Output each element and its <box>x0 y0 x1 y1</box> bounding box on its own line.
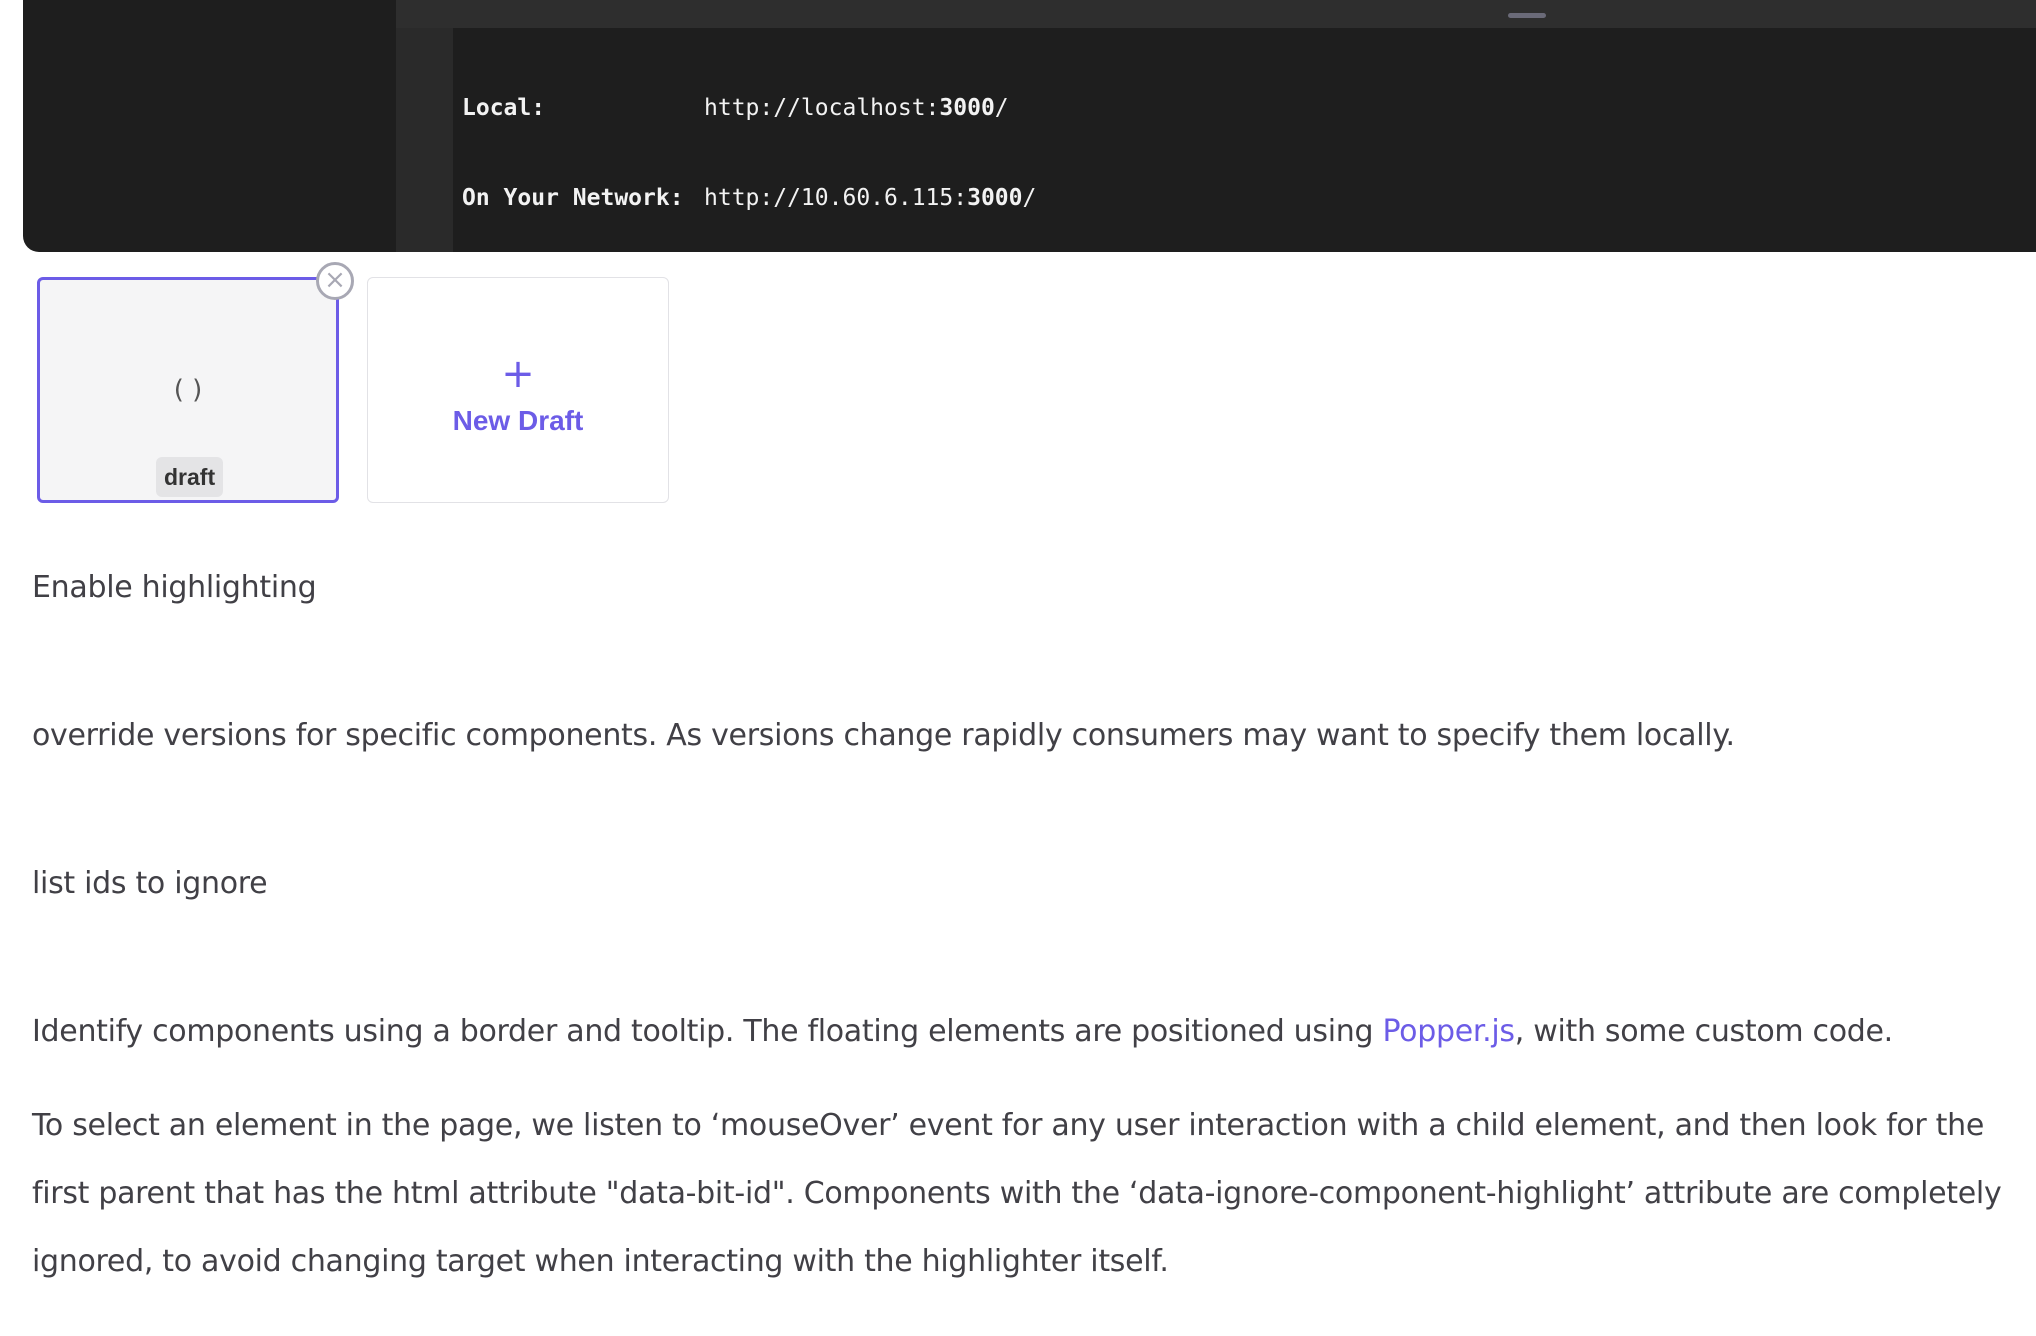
terminal-network-label: On Your Network: <box>462 185 684 211</box>
terminal-panel <box>23 0 2036 252</box>
identify-components-paragraph <box>32 1014 1893 1049</box>
terminal-line-local <box>434 93 2014 123</box>
close-icon: × <box>324 265 346 295</box>
draft-label: draft <box>156 457 223 497</box>
new-draft-button[interactable] <box>367 277 669 503</box>
terminal-local-label: Local: <box>462 95 546 121</box>
terminal-line-network <box>434 183 2014 213</box>
terminal-local-url-suffix: / <box>994 95 1009 121</box>
terminal-local-port: 3000 <box>939 95 995 121</box>
terminal-topbar <box>396 0 2036 28</box>
plus-icon: + <box>501 351 535 397</box>
terminal-network-url-suffix: / <box>1022 185 1037 211</box>
new-draft-label: New Draft <box>452 405 584 436</box>
close-draft-button[interactable] <box>316 262 354 300</box>
identify-suffix: , with some custom code. <box>1514 1014 1893 1049</box>
terminal-resize-handle[interactable] <box>1508 13 1546 18</box>
terminal-network-port: 3000 <box>967 185 1023 211</box>
draft-preview: ( ) <box>173 375 203 405</box>
identify-prefix: Identify components using a border and tooltip. The floating elements are positioned using <box>32 1014 1383 1049</box>
terminal-output <box>434 33 2014 252</box>
terminal-network-url-prefix: http://10.60.6.115: <box>704 185 968 211</box>
override-versions-text: override versions for specific components. As versions change rapidly consumers may want to specify them locally. <box>32 718 1735 753</box>
select-element-paragraph: To select an element in the page, we listen to ‘mouseOver’ event for any user interaction with a child element, and then look for the first parent that has the html attribute "data-bit-id". Components with the ‘data-ignore-component-highlight’ attribute are completely ignored, to avoid changing target when interacting with the highlighter itself. <box>32 1108 2002 1279</box>
draft-card-active[interactable] <box>37 277 339 503</box>
list-ids-text: list ids to ignore <box>32 866 268 901</box>
popper-js-link[interactable]: Popper.js <box>1382 1014 1515 1049</box>
terminal-local-url-prefix: http://localhost: <box>704 95 940 121</box>
enable-highlighting-text: Enable highlighting <box>32 570 317 605</box>
